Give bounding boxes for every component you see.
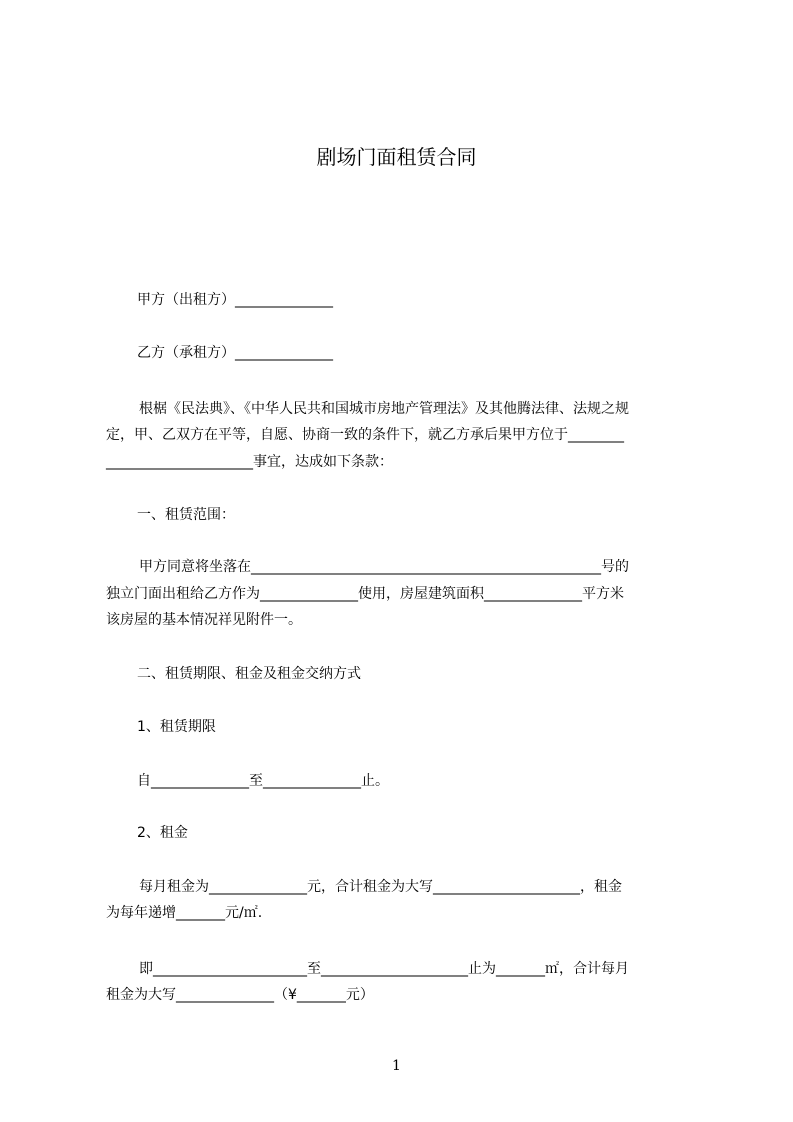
rent-heading: 2、租金 bbox=[137, 825, 188, 841]
party-b-line: 乙方（承租方）______________ bbox=[137, 345, 333, 361]
section-1-line-3: 该房屋的基本情况祥见附件一。 bbox=[106, 612, 302, 628]
preamble-line-2: 定，甲、乙双方在平等，自愿、协商一致的条件下，就乙方承后果甲方位于________ bbox=[106, 427, 624, 443]
party-a-line: 甲方（出租方）______________ bbox=[137, 292, 333, 308]
rent-line-2: 为每年递增_______元/㎡. bbox=[106, 905, 263, 921]
section-1-heading: 一、租赁范围： bbox=[137, 507, 235, 523]
page-number: 1 bbox=[392, 1058, 401, 1074]
section-2-heading: 二、租赁期限、租金及租金交纳方式 bbox=[137, 666, 361, 682]
section-1-line-1: 甲方同意将坐落在__________________________________________________号的 bbox=[139, 559, 629, 575]
term-heading: 1、租赁期限 bbox=[137, 719, 216, 735]
section-1-line-2: 独立门面出租给乙方作为______________使用，房屋建筑面积______________平方米 bbox=[106, 586, 624, 602]
term-line: 自______________至______________止。 bbox=[137, 773, 389, 789]
rent-line-1: 每月租金为______________元，合计租金为大写_____________________，租金 bbox=[139, 879, 622, 895]
preamble-line-1: 根椐《民法典》、《中华人民共和国城市房地产管理法》及其他腾法律、法规之规 bbox=[139, 401, 629, 417]
rent-line-3: 即______________________至_____________________止为_______㎡，合计每月 bbox=[139, 961, 629, 977]
rent-line-4: 租金为大写______________（¥_______元） bbox=[106, 987, 374, 1003]
preamble-line-3: _____________________事宜，达成如下条款： bbox=[106, 454, 393, 470]
document-title: 剧场门面租赁合同 bbox=[316, 145, 477, 169]
